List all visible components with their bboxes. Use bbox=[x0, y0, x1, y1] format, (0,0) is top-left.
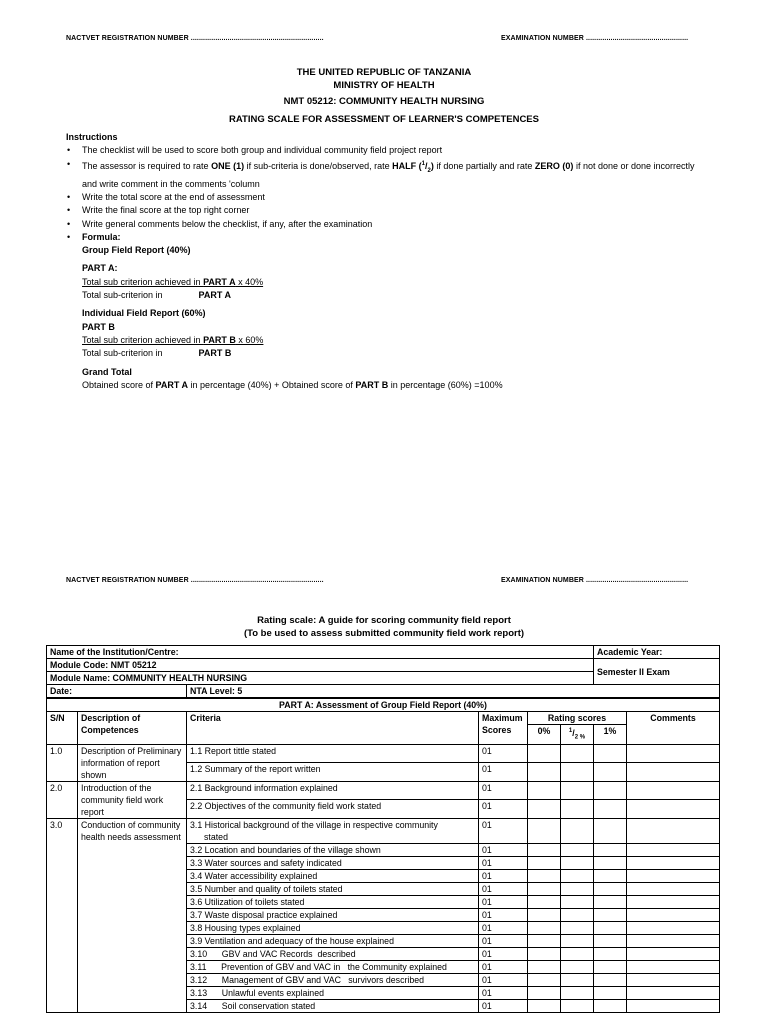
module-title: NMT 05212: COMMUNITY HEALTH NURSING bbox=[283, 96, 485, 107]
rating-zero-cell[interactable] bbox=[528, 947, 561, 960]
rating-half-cell[interactable] bbox=[561, 921, 594, 934]
semester-label: Semester II Exam bbox=[594, 659, 720, 685]
comments-cell[interactable] bbox=[627, 960, 720, 973]
criteria-row bbox=[47, 744, 720, 763]
instructions-heading: Instructions bbox=[66, 132, 118, 142]
rating-one-cell[interactable] bbox=[594, 781, 627, 800]
instruction-item: • Write the total score at the end of assessment bbox=[82, 191, 716, 204]
rating-scale-guide-subtitle: (To be used to assess submitted community field work report) bbox=[243, 628, 525, 639]
col-max-scores-header: Maximum Scores bbox=[479, 712, 528, 745]
rating-half-cell[interactable] bbox=[561, 744, 594, 763]
instruction-item: • Write the final score at the top right corner bbox=[82, 204, 716, 217]
instructions-list bbox=[66, 144, 716, 244]
rating-one-header: 1% bbox=[594, 725, 627, 745]
criteria-cell bbox=[187, 908, 479, 921]
max-score: 01 bbox=[479, 960, 528, 973]
rating-zero-cell[interactable] bbox=[528, 781, 561, 800]
date-label: Date: bbox=[47, 685, 187, 699]
criteria-text: 3.13 Unlawful events explained bbox=[190, 987, 324, 998]
rating-zero-cell[interactable] bbox=[528, 921, 561, 934]
assessment-table bbox=[46, 645, 720, 1013]
comments-cell[interactable] bbox=[627, 895, 720, 908]
criteria-cell bbox=[187, 882, 479, 895]
rating-scale-title: RATING SCALE FOR ASSESSMENT OF LEARNER'S COMPETENCES bbox=[229, 114, 539, 125]
max-score: 01 bbox=[479, 947, 528, 960]
registration-number-label-2: NACTVET REGISTRATION NUMBER ................................................................. bbox=[66, 577, 324, 584]
criteria-cell bbox=[187, 921, 479, 934]
rating-one-cell[interactable] bbox=[594, 986, 627, 999]
rating-half-cell[interactable] bbox=[561, 869, 594, 882]
part-a-formula-numerator: Total sub criterion achieved in PART A x 40% bbox=[82, 276, 264, 287]
max-score: 01 bbox=[479, 999, 528, 1012]
individual-report-title: Individual Field Report (60%) bbox=[82, 308, 206, 319]
col-comments-header: Comments bbox=[627, 712, 720, 745]
rating-one-cell[interactable] bbox=[594, 882, 627, 895]
col-criteria-header: Criteria bbox=[187, 712, 479, 745]
comments-cell[interactable] bbox=[627, 947, 720, 960]
criteria-text: 2.1 Background information explained bbox=[190, 782, 338, 793]
rating-one-cell[interactable] bbox=[594, 763, 627, 782]
criteria-text: 3.9 Ventilation and adequacy of the house explained bbox=[190, 935, 394, 946]
comments-cell[interactable] bbox=[627, 973, 720, 986]
grand-total-title: Grand Total bbox=[82, 366, 132, 377]
criteria-cell bbox=[187, 800, 479, 819]
rating-zero-cell[interactable] bbox=[528, 960, 561, 973]
rating-one-cell[interactable] bbox=[594, 934, 627, 947]
nta-level-label: NTA Level: 5 bbox=[187, 685, 720, 699]
comments-cell[interactable] bbox=[627, 744, 720, 763]
rating-one-cell[interactable] bbox=[594, 999, 627, 1012]
rating-half-cell[interactable] bbox=[561, 856, 594, 869]
criteria-cell bbox=[187, 843, 479, 856]
criteria-text: 3.12 Management of GBV and VAC survivors described bbox=[190, 974, 425, 985]
rating-half-cell[interactable] bbox=[561, 973, 594, 986]
rating-zero-header: 0% bbox=[528, 725, 561, 745]
criteria-cell bbox=[187, 781, 479, 800]
max-score: 01 bbox=[479, 934, 528, 947]
rating-zero-cell[interactable] bbox=[528, 999, 561, 1012]
rating-half-cell[interactable] bbox=[561, 882, 594, 895]
comments-cell[interactable] bbox=[627, 856, 720, 869]
criteria-cell bbox=[187, 999, 479, 1012]
criteria-text-continued: stated bbox=[204, 831, 228, 842]
criteria-cell bbox=[187, 818, 479, 843]
part-b-formula-denominator: Total sub-criterion in PART B bbox=[82, 348, 232, 359]
criteria-cell bbox=[187, 895, 479, 908]
rating-zero-cell[interactable] bbox=[528, 986, 561, 999]
instruction-item: • Write general comments below the checklist, if any, after the examination bbox=[82, 218, 716, 231]
criteria-row bbox=[47, 818, 720, 843]
comments-cell[interactable] bbox=[627, 818, 720, 843]
rating-zero-cell[interactable] bbox=[528, 744, 561, 763]
ministry-title: MINISTRY OF HEALTH bbox=[333, 80, 435, 91]
rating-one-cell[interactable] bbox=[594, 744, 627, 763]
rating-one-cell[interactable] bbox=[594, 908, 627, 921]
criteria-cell bbox=[187, 947, 479, 960]
max-score: 01 bbox=[479, 856, 528, 869]
rating-zero-cell[interactable] bbox=[528, 908, 561, 921]
criteria-cell bbox=[187, 744, 479, 763]
rating-one-cell[interactable] bbox=[594, 973, 627, 986]
rating-half-cell[interactable] bbox=[561, 947, 594, 960]
col-sn-header: S/N bbox=[47, 712, 78, 745]
max-score: 01 bbox=[479, 921, 528, 934]
max-score: 01 bbox=[479, 800, 528, 819]
rating-zero-cell[interactable] bbox=[528, 895, 561, 908]
criteria-text: 3.14 Soil conservation stated bbox=[190, 1000, 316, 1011]
criteria-text: 1.2 Summary of the report written bbox=[190, 764, 321, 775]
criteria-text: 1.1 Report tittle stated bbox=[190, 745, 277, 756]
comments-cell[interactable] bbox=[627, 986, 720, 999]
max-score: 01 bbox=[479, 869, 528, 882]
instruction-item: • The assessor is required to rate ONE (1) if sub-criteria is done/observed, rate HALF $(^1/_2)$ if done partially and rate ZERO (0) if not done or done incorrectly and write comment in the comments 'column bbox=[82, 158, 716, 191]
rating-one-cell[interactable] bbox=[594, 947, 627, 960]
module-code-row bbox=[47, 659, 720, 672]
rating-one-cell[interactable] bbox=[594, 843, 627, 856]
criteria-text: 3.1 Historical background of the village in respective community bbox=[190, 819, 438, 830]
rating-half-cell[interactable] bbox=[561, 895, 594, 908]
part-b-label: PART B bbox=[82, 321, 115, 332]
criteria-text: 2.2 Objectives of the community field work stated bbox=[190, 801, 382, 812]
rating-zero-cell[interactable] bbox=[528, 869, 561, 882]
grand-total-formula: Obtained score of PART A in percentage (40%) + Obtained score of PART B in percentage (60%) =100% bbox=[82, 379, 503, 390]
rating-zero-cell[interactable] bbox=[528, 882, 561, 895]
instruction-item: • The checklist will be used to score both group and individual community field project report bbox=[82, 144, 716, 157]
criteria-cell bbox=[187, 986, 479, 999]
rating-half-cell[interactable] bbox=[561, 800, 594, 819]
criteria-text: 3.3 Water sources and safety indicated bbox=[190, 857, 342, 868]
comments-cell[interactable] bbox=[627, 934, 720, 947]
criteria-row bbox=[47, 781, 720, 800]
competence-description: Introduction of the community field work report bbox=[78, 781, 187, 818]
rating-half-cell[interactable] bbox=[561, 999, 594, 1012]
part-a-formula-denominator: Total sub-criterion in PART A bbox=[82, 290, 232, 301]
rating-half-cell[interactable] bbox=[561, 763, 594, 782]
comments-cell[interactable] bbox=[627, 843, 720, 856]
max-score: 01 bbox=[479, 986, 528, 999]
max-score: 01 bbox=[479, 882, 528, 895]
section-number: 3.0 bbox=[47, 818, 78, 1012]
competence-description: Description of Preliminary information of report shown bbox=[78, 744, 187, 781]
rating-half-cell[interactable] bbox=[561, 960, 594, 973]
group-report-title: Group Field Report (40%) bbox=[82, 245, 191, 256]
rating-zero-cell[interactable] bbox=[528, 800, 561, 819]
max-score: 01 bbox=[479, 818, 528, 843]
criteria-text: 3.5 Number and quality of toilets stated bbox=[190, 883, 343, 894]
rating-half-cell[interactable] bbox=[561, 843, 594, 856]
rating-zero-cell[interactable] bbox=[528, 763, 561, 782]
criteria-cell bbox=[187, 973, 479, 986]
comments-cell[interactable] bbox=[627, 800, 720, 819]
rating-one-cell[interactable] bbox=[594, 921, 627, 934]
comments-cell[interactable] bbox=[627, 781, 720, 800]
comments-cell[interactable] bbox=[627, 882, 720, 895]
rating-one-cell[interactable] bbox=[594, 869, 627, 882]
rating-half-cell[interactable] bbox=[561, 781, 594, 800]
criteria-text: 3.2 Location and boundaries of the village shown bbox=[190, 844, 381, 855]
examination-number-label: EXAMINATION NUMBER .................................................. bbox=[501, 35, 689, 42]
rating-zero-cell[interactable] bbox=[528, 973, 561, 986]
max-score: 01 bbox=[479, 744, 528, 763]
part-a-title: PART A: Assessment of Group Field Report (40%) bbox=[47, 698, 720, 712]
institution-row bbox=[47, 646, 720, 659]
examination-number-label-2: EXAMINATION NUMBER .................................................. bbox=[501, 577, 689, 584]
part-b-formula-numerator: Total sub criterion achieved in PART B x 60% bbox=[82, 334, 264, 345]
competence-description: Conduction of community health needs assessment bbox=[78, 818, 187, 1012]
criteria-text: 3.8 Housing types explained bbox=[190, 922, 301, 933]
max-score: 01 bbox=[479, 843, 528, 856]
instructions-section bbox=[66, 131, 716, 392]
date-row bbox=[47, 685, 720, 699]
country-title: THE UNITED REPUBLIC OF TANZANIA bbox=[296, 67, 472, 78]
instruction-item: • Formula: bbox=[82, 231, 716, 244]
comments-cell[interactable] bbox=[627, 908, 720, 921]
section-number: 2.0 bbox=[47, 781, 78, 818]
comments-cell[interactable] bbox=[627, 869, 720, 882]
max-score: 01 bbox=[479, 763, 528, 782]
comments-cell[interactable] bbox=[627, 763, 720, 782]
comments-cell[interactable] bbox=[627, 921, 720, 934]
col-description-header: Description of Competences bbox=[78, 712, 187, 745]
criteria-cell bbox=[187, 960, 479, 973]
rating-one-cell[interactable] bbox=[594, 960, 627, 973]
rating-scale-guide-title: Rating scale: A guide for scoring community field report bbox=[257, 615, 511, 626]
module-name: Module Name: COMMUNITY HEALTH NURSING bbox=[47, 672, 594, 685]
rating-one-cell[interactable] bbox=[594, 895, 627, 908]
criteria-cell bbox=[187, 856, 479, 869]
criteria-text: 3.6 Utilization of toilets stated bbox=[190, 896, 305, 907]
col-rating-header: Rating scores bbox=[528, 712, 627, 725]
rating-one-cell[interactable] bbox=[594, 856, 627, 869]
rating-zero-cell[interactable] bbox=[528, 843, 561, 856]
rating-half-cell[interactable] bbox=[561, 934, 594, 947]
criteria-cell bbox=[187, 934, 479, 947]
part-a-label: PART A: bbox=[82, 263, 118, 274]
rating-one-cell[interactable] bbox=[594, 800, 627, 819]
module-code: Module Code: NMT 05212 bbox=[47, 659, 594, 672]
max-score: 01 bbox=[479, 895, 528, 908]
rating-half-cell[interactable] bbox=[561, 908, 594, 921]
academic-year-label: Academic Year: bbox=[594, 646, 720, 659]
rating-zero-cell[interactable] bbox=[528, 856, 561, 869]
criteria-cell bbox=[187, 763, 479, 782]
max-score: 01 bbox=[479, 973, 528, 986]
rating-one-cell[interactable] bbox=[594, 818, 627, 843]
criteria-text: 3.10 GBV and VAC Records described bbox=[190, 948, 356, 959]
criteria-text: 3.11 Prevention of GBV and VAC in the Community explained bbox=[190, 961, 447, 972]
registration-number-label: NACTVET REGISTRATION NUMBER ................................................................. bbox=[66, 35, 324, 42]
rating-half-cell[interactable] bbox=[561, 986, 594, 999]
max-score: 01 bbox=[479, 908, 528, 921]
criteria-text: 3.4 Water accessibility explained bbox=[190, 870, 318, 881]
criteria-cell bbox=[187, 869, 479, 882]
rating-zero-cell[interactable] bbox=[528, 818, 561, 843]
rating-half-header: $^1/_{2 \%}$ bbox=[561, 725, 594, 745]
column-header-row bbox=[47, 712, 720, 725]
rating-half-cell[interactable] bbox=[561, 818, 594, 843]
part-a-title-row bbox=[47, 698, 720, 712]
max-score: 01 bbox=[479, 781, 528, 800]
criteria-text: 3.7 Waste disposal practice explained bbox=[190, 909, 338, 920]
section-number: 1.0 bbox=[47, 744, 78, 781]
rating-zero-cell[interactable] bbox=[528, 934, 561, 947]
institution-label: Name of the Institution/Centre: bbox=[47, 646, 594, 659]
comments-cell[interactable] bbox=[627, 999, 720, 1012]
